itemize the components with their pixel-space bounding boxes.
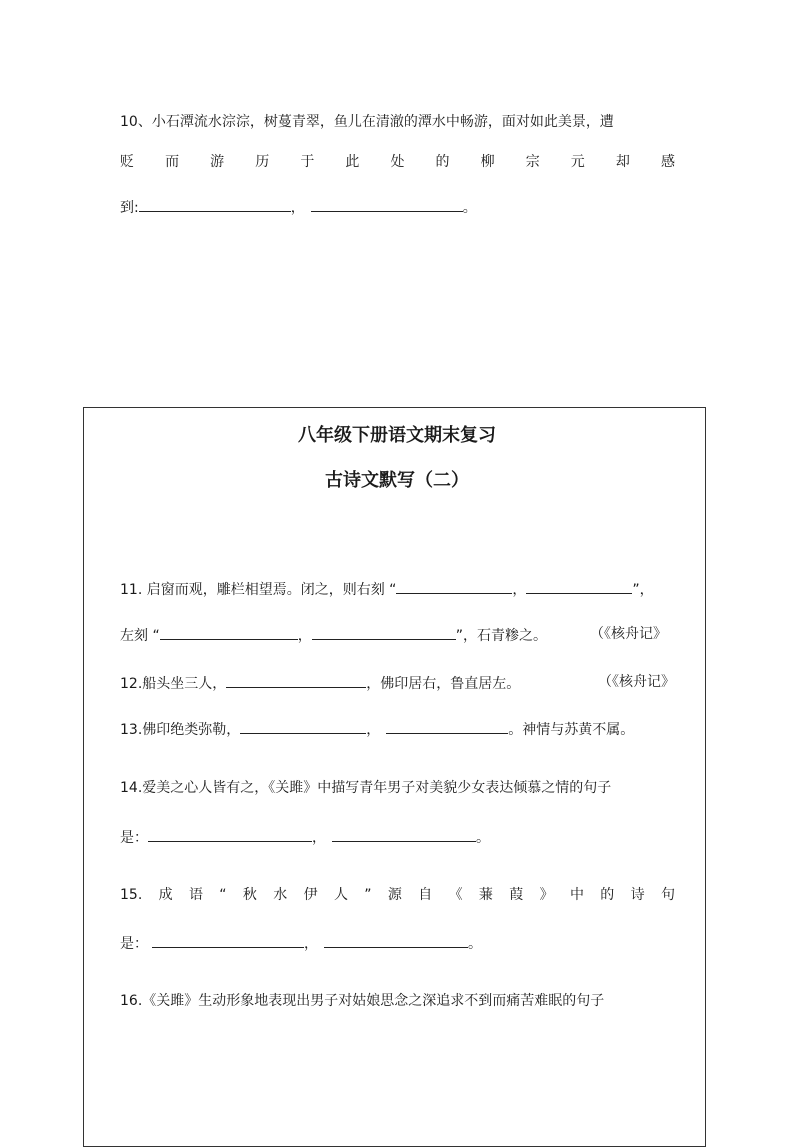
q15-line1-char: 的	[600, 887, 615, 903]
q10-line2-char: 处	[390, 154, 405, 170]
q13-text: 13.佛印绝类弥勒，	[120, 722, 241, 738]
q10-line2	[120, 152, 675, 172]
q15-answer-blank-1[interactable]	[152, 932, 304, 948]
q10-prefix: 到:	[120, 200, 139, 216]
q15-line1-char: 句	[660, 887, 675, 903]
q10-line2-char: 此	[345, 154, 360, 170]
q10-line2-char: 历	[255, 154, 270, 170]
q15-line1-char: 15.	[120, 887, 143, 903]
q11-line1-text: 11. 启窗而观，雕栏相望焉。闭之，则右刻 “	[120, 582, 397, 598]
q10-line2-char: 贬	[120, 154, 134, 170]
q13-sep: ，	[366, 722, 381, 738]
q13-answer-blank-2[interactable]	[386, 718, 508, 734]
q11-source: （《核舟记》	[590, 626, 667, 642]
q10-line2-char: 元	[570, 154, 585, 170]
q11-line2-end: ”，石青糁之。	[455, 628, 547, 644]
q15-line1-char: 水	[273, 887, 288, 903]
q13-answer-blank-1[interactable]	[240, 718, 366, 734]
q10-answer-blank-2[interactable]	[311, 196, 463, 212]
section-subtitle: 古诗文默写（二）	[325, 470, 469, 491]
q14-answer-blank-2[interactable]	[332, 826, 476, 842]
q15-line2	[120, 932, 482, 954]
q15-line1-char: 人	[333, 887, 348, 903]
q11-line2-text: 左刻 “	[120, 628, 160, 644]
q15-line1-char: 》	[539, 887, 554, 903]
q15-line1-char: 中	[569, 887, 584, 903]
q15-line1-char: 自	[418, 887, 433, 903]
q15-line1-char: 秋	[242, 887, 257, 903]
q15-line1-char: 葭	[509, 887, 524, 903]
q14-prefix: 是：	[120, 830, 148, 846]
q13-after: 。神情与苏黄不属。	[508, 722, 635, 738]
q14-sep: ，	[312, 830, 326, 846]
q12-text: 12.船头坐三人，	[120, 676, 227, 692]
q15-line1-char: ”	[364, 887, 372, 903]
q15-end: 。	[468, 936, 482, 952]
q15-line1-char: 伊	[303, 887, 318, 903]
q15-prefix: 是：	[120, 936, 148, 952]
q12-line	[120, 672, 520, 694]
q11-line2	[120, 624, 547, 646]
q10-line2-char: 柳	[480, 154, 495, 170]
q10-line2-char: 于	[300, 154, 315, 170]
q15-line1-char: 成	[158, 887, 173, 903]
q12-after: ，佛印居右，鲁直居左。	[366, 676, 521, 692]
review-section-box	[83, 407, 706, 1147]
q15-line1-char: “	[219, 887, 227, 903]
q14-end: 。	[476, 830, 490, 846]
q14-line1: 14.爱美之心人皆有之，《关雎》中描写青年男子对美貌少女表达倾慕之情的句子	[120, 780, 612, 796]
q10-end: 。	[462, 200, 477, 216]
q15-line1-char: 源	[387, 887, 402, 903]
q14-line2	[120, 826, 490, 848]
q15-line1-char: 诗	[630, 887, 645, 903]
q11-answer-blank-4[interactable]	[312, 624, 456, 640]
q11-answer-blank-2[interactable]	[526, 578, 632, 594]
q10-line2-char: 却	[615, 154, 630, 170]
q15-line1-char: 语	[188, 887, 203, 903]
q11-answer-blank-1[interactable]	[396, 578, 512, 594]
q15-line1-char: 《	[448, 887, 463, 903]
q10-separator: ，	[290, 200, 305, 216]
q10-line2-char: 游	[210, 154, 225, 170]
q10-line2-char: 感	[660, 154, 675, 170]
section-title: 八年级下册语文期末复习	[298, 425, 496, 446]
q10-answer-blank-1[interactable]	[139, 196, 291, 212]
q10-line2-char: 的	[435, 154, 450, 170]
q10-line2-char: 宗	[525, 154, 540, 170]
q11-line2-sep: ，	[297, 628, 312, 644]
q12-answer-blank[interactable]	[226, 672, 366, 688]
q10-line1: 10、小石潭流水淙淙，树蔓青翠，鱼儿在清澈的潭水中畅游，面对如此美景，遭	[120, 114, 614, 130]
q11-line1	[120, 578, 654, 600]
q10-line3	[120, 196, 477, 218]
q10-line2-char: 而	[165, 154, 180, 170]
q14-answer-blank-1[interactable]	[148, 826, 312, 842]
q11-line1-sep: ，	[512, 582, 527, 598]
q15-line1-char: 蒹	[478, 887, 493, 903]
q15-answer-blank-2[interactable]	[324, 932, 468, 948]
q15-line1	[120, 885, 675, 905]
q13-line	[120, 718, 634, 740]
q11-line1-end: ”，	[632, 582, 654, 598]
q15-sep: ，	[304, 936, 318, 952]
q16-line1: 16.《关雎》生动形象地表现出男子对姑娘思念之深追求不到而痛苦难眠的句子	[120, 993, 605, 1009]
q12-source: （《核舟记》	[598, 674, 675, 690]
q11-answer-blank-3[interactable]	[160, 624, 298, 640]
